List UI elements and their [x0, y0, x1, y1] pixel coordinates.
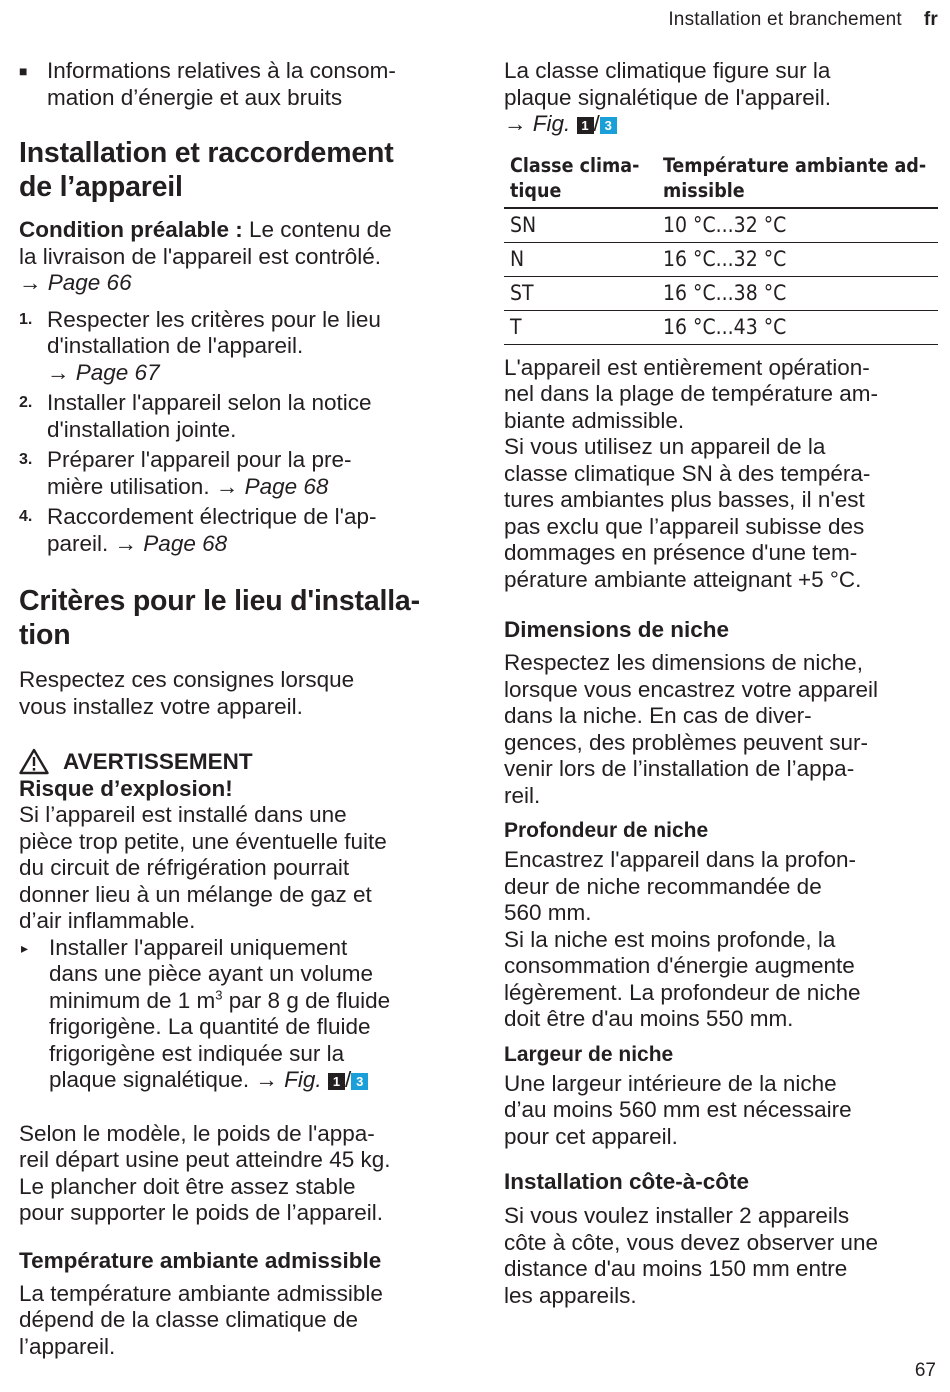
operational-paragraph: L'appareil est entièrement opération- nel dans la plage de température am- biante admissible. Si vous utilisez un appareil de la classe climatique SN à des tempéra- tures ambiantes plus basses, il n'est pas exclu que l’appareil subisse des dommages en présence d'une tem- pérature ambiante atteignant +5 °C.: [504, 354, 878, 592]
figure-3-badge: 3: [351, 1073, 368, 1090]
step-number: 3.: [19, 451, 33, 468]
table-header-cell: Température ambiante ad- missible: [657, 151, 938, 208]
criteria-intro: Respectez ces consignes lorsque vous installez votre appareil.: [19, 667, 355, 719]
warning-block: AVERTISSEMENT Risque d’explosion! Si l’appareil est installé dans une pièce trop petite, une éventuelle fuite du circuit de réfrigération pourrait donner lieu à un mélange de gaz et d’air inflammable. ▸ Installer l'appareil uniquement dans une pièce ayant un volume minimum de 1 $m^3$ par 8 g de fluide frigorigène. La quantité de fluide frigorigène est indiquée sur la plaque signalétique. → Fig. 1 / 3: [19, 748, 459, 1094]
warning-triangle-icon: [19, 748, 49, 775]
table-cell: 16 °C...32 °C: [657, 242, 938, 276]
warning-subtitle: Risque d’explosion!: [19, 776, 233, 801]
step-item: 4. Raccordement électrique de l'ap- pareil. → Page 68: [19, 504, 377, 556]
heading-line: Installation et raccordement: [19, 137, 394, 169]
table-row: [504, 310, 938, 344]
table-row: [504, 276, 938, 310]
left-column: [19, 56, 459, 1360]
page-reference-link[interactable]: → Page 68: [114, 530, 228, 556]
step-number: 1.: [19, 310, 33, 328]
side-by-side-paragraph: Si vous voulez installer 2 appareils côte à côte, vous devez observer une distance d'au moins 150 mm entre les appareils.: [504, 1203, 878, 1308]
step-item: 2. Installer l'appareil selon la notice d'installation jointe.: [19, 390, 372, 442]
square-bullet-icon: ■: [19, 63, 28, 79]
table-cell: ST: [504, 276, 657, 310]
heading-temperature: Température ambiante admissible: [19, 1247, 382, 1273]
table-cell: 16 °C...38 °C: [657, 276, 938, 310]
heading-install: [19, 136, 459, 204]
heading-side-by-side: Installation côte-à-côte: [504, 1169, 750, 1194]
table-cell: 16 °C...43 °C: [657, 310, 938, 344]
figure-1-badge: 1: [577, 117, 594, 134]
table-cell: N: [504, 242, 657, 276]
figure-reference-link[interactable]: → Fig.: [255, 1067, 322, 1092]
header-language-code: fr: [923, 9, 938, 30]
page-reference-link[interactable]: → Page 67: [47, 359, 160, 385]
table-cell: SN: [504, 208, 657, 243]
warning-action: ▸ Installer l'appareil uniquement dans une pièce ayant un volume minimum de 1 $m^3$ par 8 g de fluide frigorigène. La quantité de fluide frigorigène est indiquée sur la plaque signalétique. → Fig. 1 / 3: [21, 934, 391, 1092]
width-paragraph: Une largeur intérieure de la niche d’au moins 560 mm est nécessaire pour cet appareil.: [504, 1070, 852, 1149]
precondition-line: Condition préalable : Le contenu de: [19, 217, 392, 242]
table-cell: 10 °C...32 °C: [657, 208, 938, 243]
step-item: 3. Préparer l'appareil pour la pre- mière utilisation. → Page 68: [19, 447, 352, 499]
warning-title: AVERTISSEMENT: [19, 748, 459, 775]
header-section-title: Installation et branchement: [668, 9, 902, 30]
table-row: [504, 242, 938, 276]
weight-paragraph: Selon le modèle, le poids de l'appa- reil départ usine peut atteindre 45 kg. Le plancher doit être assez stable pour supporter le poids de l’appareil.: [19, 1120, 391, 1225]
precondition-label: Condition préalable :: [19, 217, 243, 242]
precondition: [19, 217, 459, 297]
depth-paragraph: Encastrez l'appareil dans la profon- deur de niche recommandée de 560 mm. Si la niche est moins profonde, la consommation d'énergie augmente légèrement. La profondeur de niche doit être d'au moins 550 mm.: [504, 847, 861, 1031]
page-number: 67: [914, 1360, 936, 1381]
heading-depth: Profondeur de niche: [504, 819, 709, 842]
step-number: 2.: [19, 394, 33, 411]
table-cell: T: [504, 310, 657, 344]
heading-width: Largeur de niche: [504, 1042, 674, 1066]
figure-3-badge: 3: [600, 117, 617, 134]
page-reference-link[interactable]: → Page 66: [19, 270, 132, 295]
heading-criteria: [19, 584, 459, 652]
table-header-row: [504, 151, 938, 208]
bullet-item-energy: [19, 58, 459, 111]
bullet-text: Informations relatives à la consom-: [47, 58, 396, 83]
temperature-paragraph: La température ambiante admissible dépend de la classe climatique de l’appareil.: [19, 1280, 383, 1359]
heading-line: de l’appareil: [19, 171, 183, 203]
heading-line: tion: [19, 619, 71, 651]
figure-1-badge: 1: [328, 1073, 345, 1090]
step-item: 1. Respecter les critères pour le lieu d'installation de l'appareil. → Page 67: [19, 306, 381, 385]
heading-dimensions: Dimensions de niche: [504, 617, 730, 642]
climate-intro: La classe climatique figure sur la plaque signalétique de l'appareil. → Fig. 1 / 3: [504, 58, 832, 136]
right-column: [504, 56, 938, 1309]
step-list: [19, 307, 459, 558]
table-header-cell: Classe clima- tique: [504, 151, 657, 208]
page-header: [668, 9, 938, 31]
climate-class-table: [504, 151, 938, 345]
precondition-line: la livraison de l'appareil est contrôlé.: [19, 243, 381, 269]
figure-reference-link[interactable]: → Fig.: [504, 111, 571, 136]
bullet-text: mation d’énergie et aux bruits: [47, 84, 343, 110]
table-row: [504, 208, 938, 243]
dimensions-paragraph: Respectez les dimensions de niche, lorsque vous encastrez votre appareil dans la niche. En cas de diver- gences, des problèmes peuvent sur- venir lors de l’installation de l’appa- reil.: [504, 650, 878, 808]
heading-line: Critères pour le lieu d'installa-: [19, 585, 420, 617]
page-reference-link[interactable]: → Page 68: [215, 473, 329, 499]
triangle-bullet-icon: ▸: [21, 939, 29, 956]
step-number: 4.: [19, 508, 33, 525]
